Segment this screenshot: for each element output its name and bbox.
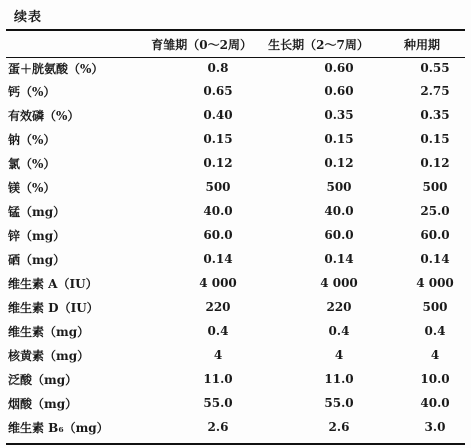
table-row [6,415,465,439]
row-value-brooding-cell [137,79,258,103]
row-value-growing: 11.0 [324,372,354,386]
row-value-breeding-cell [379,295,465,319]
row-value-brooding: 0.65 [203,84,233,98]
row-value-brooding: 0.8 [207,61,229,75]
header-brooding-period: 育雏期（0～2周） [151,37,252,52]
row-value-breeding: 60.0 [420,228,450,242]
row-item-name: 钠（%） [8,132,56,147]
row-value-growing-cell [258,103,379,127]
row-value-breeding-cell [379,199,465,223]
table-row [6,271,465,295]
row-value-brooding-cell [137,103,258,127]
row-item-name: 维生素（mg） [8,324,90,339]
row-value-breeding: 4 [430,348,440,362]
table-header-row [6,31,465,57]
table-row [6,295,465,319]
row-value-breeding: 0.14 [420,252,450,266]
row-value-breeding-cell [379,247,465,271]
table-row [6,57,465,79]
row-value-breeding: 500 [422,180,448,194]
row-value-breeding-cell [379,343,465,367]
row-item-name: 锌（mg） [8,228,66,243]
row-value-growing-cell [258,127,379,151]
row-value-growing-cell [258,319,379,343]
table-row [6,319,465,343]
table-row [6,223,465,247]
row-value-brooding-cell [137,319,258,343]
table-row [6,175,465,199]
row-item-name: 蛋＋胱氨酸（%） [8,61,104,76]
row-value-growing-cell [258,343,379,367]
row-item-name: 泛酸（mg） [8,372,78,387]
row-value-brooding: 0.15 [203,132,233,146]
row-value-breeding-cell [379,415,465,439]
row-value-growing-cell [258,295,379,319]
row-value-breeding: 0.12 [420,156,450,170]
header-growing-period: 生长期（2～7周） [268,37,369,52]
row-value-brooding: 0.40 [203,108,233,122]
row-value-growing: 220 [326,300,352,314]
row-item-name: 维生素 B₆（mg） [8,420,109,435]
row-value-breeding-cell [379,103,465,127]
row-value-breeding-cell [379,175,465,199]
row-value-breeding: 0.4 [424,324,446,338]
row-item-name: 核黄素（mg） [8,348,90,363]
row-value-growing-cell [258,223,379,247]
row-item-name: 硒（mg） [8,252,66,267]
row-item-name: 镁（%） [8,180,56,195]
row-value-brooding: 0.4 [207,324,229,338]
row-value-growing-cell [258,367,379,391]
row-value-breeding-cell [379,391,465,415]
row-value-brooding-cell [137,247,258,271]
row-value-growing: 0.14 [324,252,354,266]
row-value-breeding: 4 000 [416,276,454,290]
row-value-breeding: 3.0 [424,420,446,434]
table-continued-caption: 续表 [14,10,43,25]
row-value-breeding-cell [379,151,465,175]
row-value-breeding: 0.35 [420,108,450,122]
row-value-breeding: 40.0 [420,396,450,410]
row-value-growing: 0.4 [328,324,350,338]
row-value-breeding-cell [379,57,465,79]
row-value-breeding: 500 [422,300,448,314]
table-row [6,247,465,271]
row-value-brooding: 220 [205,300,231,314]
row-value-growing-cell [258,271,379,295]
row-value-growing: 60.0 [324,228,354,242]
table-row [6,127,465,151]
row-value-brooding-cell [137,343,258,367]
table-row [6,103,465,127]
row-value-brooding-cell [137,367,258,391]
row-value-breeding: 2.75 [420,84,450,98]
row-value-brooding: 2.6 [207,420,229,434]
row-value-growing: 500 [326,180,352,194]
row-value-brooding-cell [137,391,258,415]
row-value-growing: 2.6 [328,420,350,434]
row-value-growing: 4 000 [320,276,358,290]
row-value-brooding-cell [137,415,258,439]
table-row [6,391,465,415]
row-value-brooding: 0.14 [203,252,233,266]
row-value-breeding-cell [379,319,465,343]
header-breeding-period: 种用期 [403,37,440,52]
row-value-brooding: 40.0 [203,204,233,218]
row-value-breeding-cell [379,271,465,295]
row-value-growing-cell [258,79,379,103]
row-value-breeding: 0.55 [420,61,450,75]
row-value-brooding: 11.0 [203,372,233,386]
table-row [6,367,465,391]
row-value-growing-cell [258,415,379,439]
row-value-growing-cell [258,199,379,223]
table-bottom-rule [6,443,465,445]
row-value-breeding: 10.0 [420,372,450,386]
row-value-growing: 0.15 [324,132,354,146]
row-value-brooding-cell [137,271,258,295]
row-value-growing: 0.35 [324,108,354,122]
row-value-growing: 55.0 [324,396,354,410]
row-item-name: 锰（mg） [8,204,66,219]
row-item-name: 钙（%） [8,84,56,99]
row-value-brooding: 55.0 [203,396,233,410]
row-value-growing: 4 [334,348,344,362]
row-value-growing-cell [258,175,379,199]
nutrient-requirements-table [6,31,465,439]
row-item-name: 维生素 D（IU） [8,300,99,315]
header-item-column [6,31,137,57]
table-row [6,199,465,223]
row-value-breeding-cell [379,127,465,151]
row-value-growing-cell [258,151,379,175]
row-value-growing-cell [258,247,379,271]
row-value-breeding: 0.15 [420,132,450,146]
row-value-breeding-cell [379,79,465,103]
row-item-name: 有效磷（%） [8,108,80,123]
row-item-name: 氯（%） [8,156,56,171]
table-row [6,151,465,175]
row-value-brooding-cell [137,57,258,79]
row-value-growing: 0.60 [324,61,354,75]
row-value-brooding-cell [137,127,258,151]
row-value-brooding-cell [137,199,258,223]
row-value-breeding: 25.0 [420,204,450,218]
row-value-brooding: 500 [205,180,231,194]
row-item-name: 维生素 A（IU） [8,276,98,291]
row-value-growing-cell [258,57,379,79]
row-value-brooding-cell [137,175,258,199]
row-value-growing-cell [258,391,379,415]
table-body [6,57,465,439]
row-value-growing: 0.12 [324,156,354,170]
row-value-brooding-cell [137,295,258,319]
row-value-brooding: 0.12 [203,156,233,170]
row-value-brooding-cell [137,223,258,247]
row-value-brooding: 4 000 [199,276,237,290]
row-item-name: 烟酸（mg） [8,396,78,411]
table-row [6,79,465,103]
row-value-breeding-cell [379,367,465,391]
table-row [6,343,465,367]
row-value-brooding: 4 [213,348,223,362]
row-value-breeding-cell [379,223,465,247]
row-value-growing: 40.0 [324,204,354,218]
row-value-growing: 0.60 [324,84,354,98]
row-value-brooding-cell [137,151,258,175]
row-value-brooding: 60.0 [203,228,233,242]
